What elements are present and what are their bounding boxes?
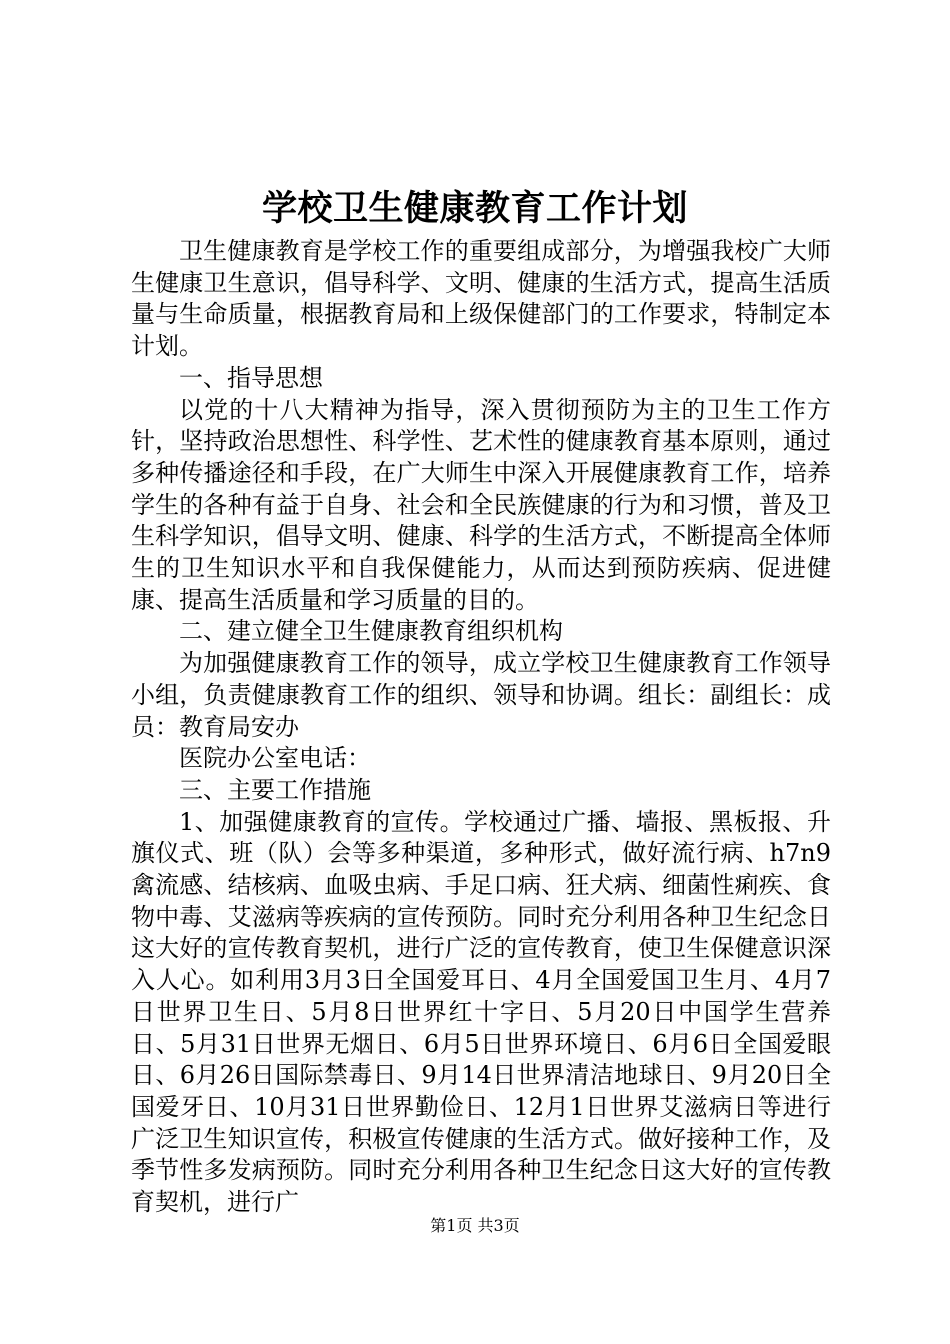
hospital-phone-line: 医院办公室电话： [179, 744, 371, 773]
organization-paragraph: 为加强健康教育工作的领导，成立学校卫生健康教育工作领导小组，负责健康教育工作的组织、领导和协调。组长：副组长：成员：教育局安办 [131, 649, 831, 741]
intro-paragraph: 卫生健康教育是学校工作的重要组成部分，为增强我校广大师生健康卫生意识，倡导科学、文明、健康的生活方式，提高生活质量与生命质量，根据教育局和上级保健部门的工作要求，特制定本计划。 [131, 237, 831, 361]
document-body [131, 236, 831, 1219]
document-title: 学校卫生健康教育工作计划 [261, 188, 688, 229]
page-footer: 第1页 共3页 [430, 1216, 520, 1235]
section-heading-measures: 三、主要工作措施 [179, 775, 371, 804]
guiding-ideology-paragraph: 以党的十八大精神为指导，深入贯彻预防为主的卫生工作方针，坚持政治思想性、科学性、艺术性的健康教育基本原则，通过多种传播途径和手段，在广大师生中深入开展健康教育工作，培养学生的各种有益于自身、社会和全民族健康的行为和习惯，普及卫生科学知识，倡导文明、健康、科学的生活方式，不断提高全体师生的卫生知识水平和自我保健能力，从而达到预防疾病、促进健康、提高生活质量和学习质量的目的。 [131, 395, 831, 614]
section-heading-organization: 二、建立健全卫生健康教育组织机构 [179, 617, 563, 646]
section-heading-guiding-ideology: 一、指导思想 [179, 363, 323, 392]
measures-paragraph: 1、加强健康教育的宣传。学校通过广播、墙报、黑板报、升旗仪式、班（队）会等多种渠道，多种形式，做好流行病、h7n9禽流感、结核病、血吸虫病、手足口病、狂犬病、细菌性痢疾、食物中毒、艾滋病等疾病的宣传预防。同时充分利用各种卫生纪念日这大好的宣传教育契机，进行广泛的宣传教育，使卫生保健意识深入人心。如利用3月3日全国爱耳日、4月全国爱国卫生月、4月7日世界卫生日、5月8日世界红十字日、5月20日中国学生营养日、5月31日世界无烟日、6月5日世界环境日、6月6日全国爱眼日、6月26日国际禁毒日、9月14日世界清洁地球日、9月20日全国爱牙日、10月31日世界勤俭日、12月1日世界艾滋病日等进行广泛卫生知识宣传，积极宣传健康的生活方式。做好接种工作，及季节性多发病预防。同时充分利用各种卫生纪念日这大好的宣传教育契机，进行广 [131, 807, 831, 1217]
